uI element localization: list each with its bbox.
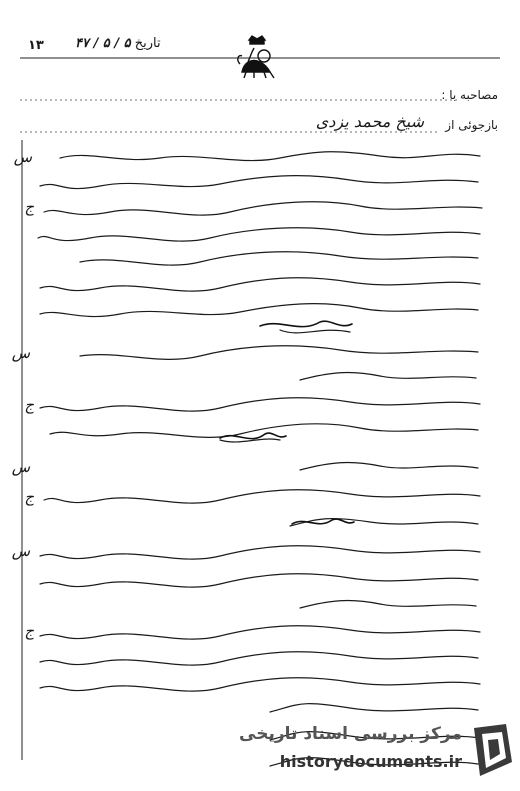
date-label: تاریخ [134,36,161,51]
interrogation-label: بازجوئی از [445,118,498,132]
question-mark-q: س [13,148,32,166]
page-number: ۱۳ [28,38,44,53]
answer-mark-j: ج [24,396,34,414]
interview-label: مصاحبه با : [441,88,498,102]
question-mark-q: س [11,542,30,560]
date-value: ۵ / ۵ / ۴۷ [75,36,131,51]
question-mark-q: س [11,344,30,362]
watermark-url: historydocuments.ir [279,752,462,771]
archive-watermark [239,714,520,788]
question-mark-q: س [11,458,30,476]
answer-mark-j: ج [24,198,34,216]
answer-mark-j: ج [24,622,34,640]
subject-name: شیخ محمد یزدی [315,112,424,131]
watermark-title: مرکز بررسی اسناد تاریخی [239,724,462,744]
answer-mark-j: ج [24,488,34,506]
archive-center-logo-icon [466,722,516,778]
